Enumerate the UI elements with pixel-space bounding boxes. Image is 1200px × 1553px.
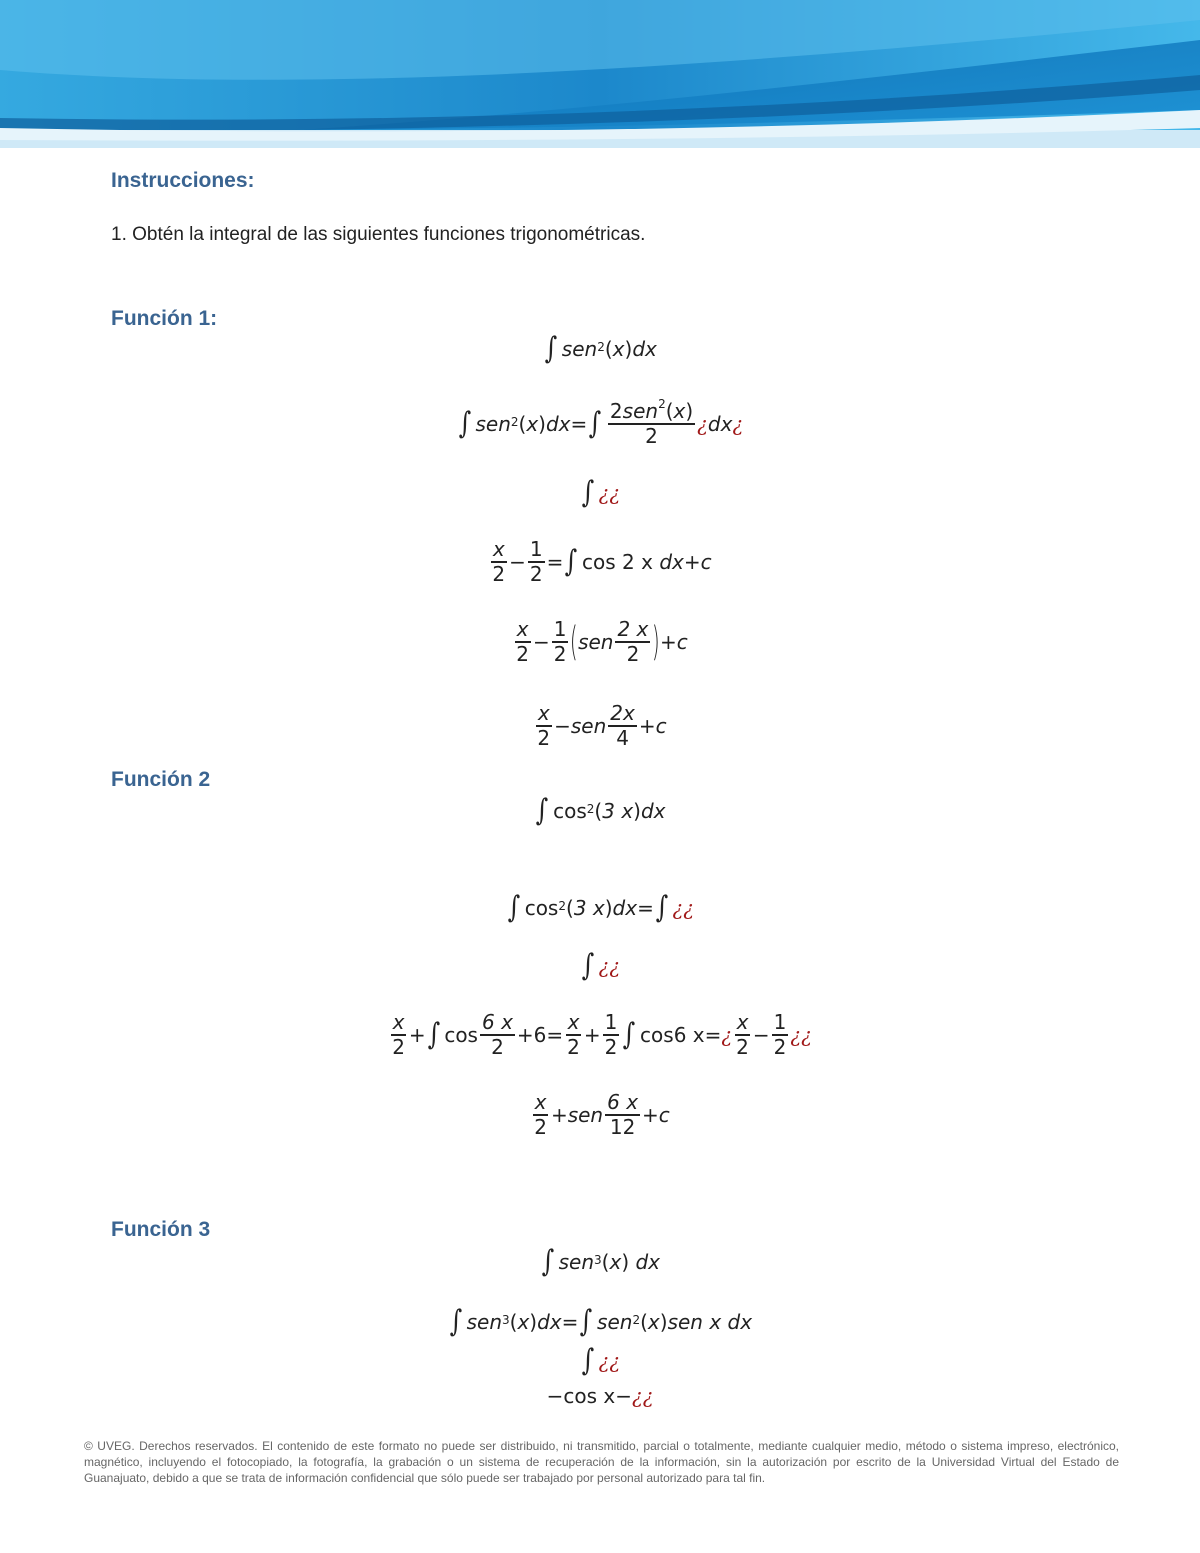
f3-equation-1: ∫ sen 3 ( x ) dx: [541, 1244, 661, 1279]
copyright-footer: © UVEG. Derechos reservados. El contenido de este formato no puede ser distribuido, ni transmitido, parcial o totalmente, mediante cualquier medio, método o sistema impreso, electrónico, magnético, incluyendo el fotocopiado, la fotografía, la grabación o un sistema de recuperación de la información, sin la autorización por escrito de la Universidad Virtual del Estado de Guanajuato, debido a que se trata de información confidencial que sólo puede ser trabajado por personal autorizado para tal fin.: [84, 1439, 1119, 1485]
f3-equation-3: ∫ ¿¿: [581, 1343, 621, 1378]
f2-equation-4: $\frac{x}{2}$ + ∫ cos $\frac{6 x}{2}$ + 6 = $\frac{x}{2}$ + $\frac{1}{2}$ ∫ cos6 x = ¿ $\frac{x}{2}$ − $\frac{1}{2}$ ¿¿: [392, 1010, 812, 1059]
function-1-heading: Función 1:: [111, 307, 218, 330]
f2-equation-5: $\frac{x}{2}$ + sen $\frac{6 x}{12}$ + c: [534, 1090, 670, 1139]
integral-sign: ∫: [544, 331, 558, 366]
fraction: $\frac{2sen^2(x)}{2}$: [609, 397, 694, 448]
f2-equation-2: ∫ cos 2 ( 3 x ) dx = ∫ ¿¿: [507, 890, 694, 925]
f1-equation-5: $\frac{x}{2}$ − $\frac{1}{2}$ ( sen $\frac{2 x}{2}$ ) + c: [516, 617, 688, 666]
f2-equation-3: ∫ ¿¿: [581, 948, 621, 983]
f1-equation-3: ∫ ¿¿: [581, 475, 621, 510]
f3-equation-2: ∫ sen 3 ( x ) dx = ∫ sen 2 ( x ) sen x dx: [449, 1304, 753, 1339]
f2-equation-1: ∫ cos 2 ( 3 x ) dx: [536, 793, 666, 828]
function-2-heading: Función 2: [111, 768, 211, 791]
f1-equation-6: $\frac{x}{2}$ − sen $\frac{2x}{4}$ + c: [537, 701, 667, 750]
header-banner: [0, 0, 1200, 148]
f1-equation-1: ∫ sen 2 ( x ) dx: [544, 331, 657, 366]
function-3-heading: Función 3: [111, 1218, 211, 1241]
f1-equation-2: ∫ sen 2 ( x ) dx = ∫ $\frac{2sen^2(x)}{2}$ ¿ dx ¿: [458, 397, 744, 448]
f3-equation-4: − cos x − ¿¿: [546, 1384, 654, 1408]
banner-graphic: [0, 0, 1200, 148]
instruction-item-1: 1. Obtén la integral de las siguientes funciones trigonométricas.: [111, 224, 646, 245]
f1-equation-4: $\frac{x}{2}$ − $\frac{1}{2}$ = ∫ cos 2 x dx + c: [492, 537, 712, 586]
instructions-heading: Instrucciones:: [111, 169, 255, 192]
